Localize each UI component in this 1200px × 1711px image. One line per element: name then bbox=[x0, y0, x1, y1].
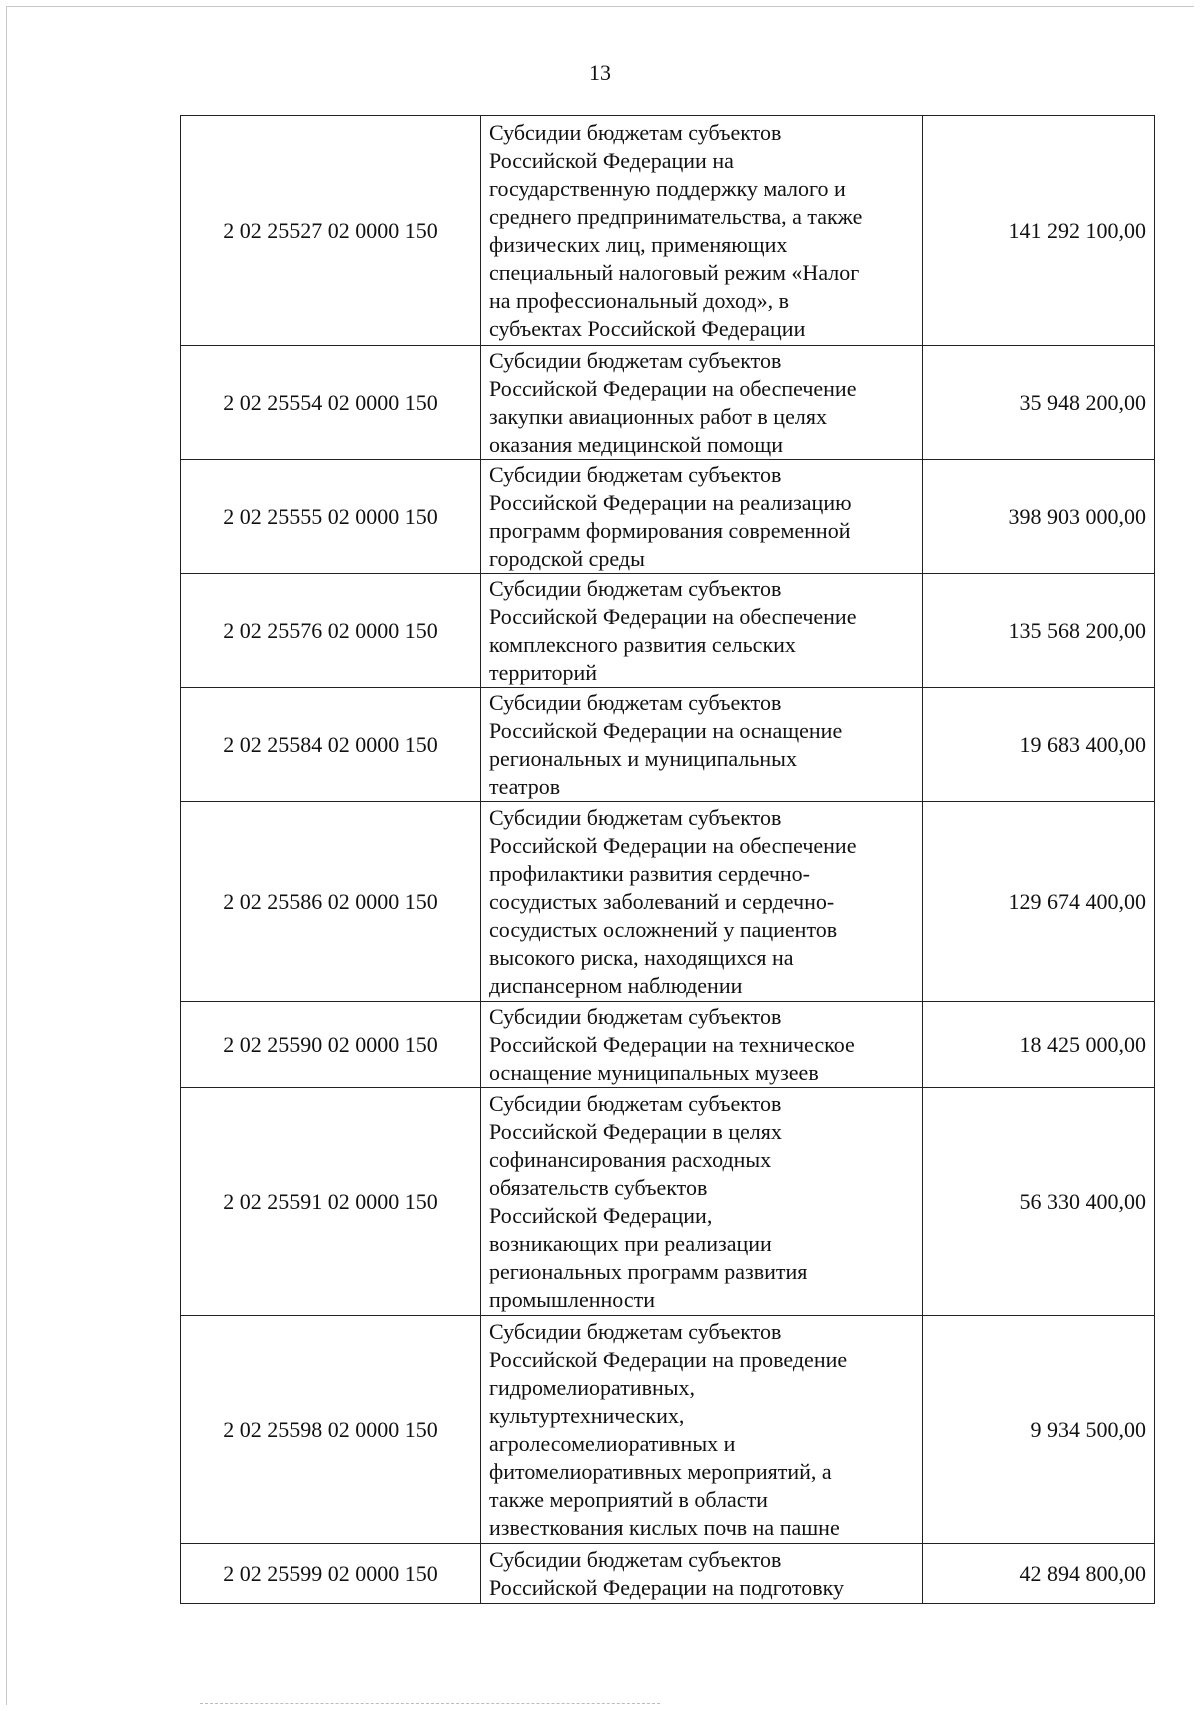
scan-artifact-line bbox=[200, 1703, 660, 1706]
description-cell: Субсидии бюджетам субъектов Российской Федерации в целях софинансирования расходных обязательств субъектов Российской Федерации, возникающих при реализации региональных программ развития промышленности bbox=[481, 1088, 923, 1316]
code-cell: 2 02 25584 02 0000 150 bbox=[181, 688, 481, 802]
description-cell: Субсидии бюджетам субъектов Российской Федерации на обеспечение профилактики развития сердечно- сосудистых заболеваний и сердечно- сосудистых осложнений у пациентов высокого риска, находящихся на диспансерном наблюдении bbox=[481, 802, 923, 1002]
amount-cell: 18 425 000,00 bbox=[923, 1002, 1155, 1088]
table-row bbox=[181, 1544, 1155, 1604]
description-cell: Субсидии бюджетам субъектов Российской Федерации на подготовку bbox=[481, 1544, 923, 1604]
code-cell: 2 02 25599 02 0000 150 bbox=[181, 1544, 481, 1604]
table-row bbox=[181, 1002, 1155, 1088]
code-cell: 2 02 25555 02 0000 150 bbox=[181, 460, 481, 574]
table-row bbox=[181, 802, 1155, 1002]
amount-cell: 141 292 100,00 bbox=[923, 116, 1155, 346]
amount-cell: 19 683 400,00 bbox=[923, 688, 1155, 802]
amount-cell: 129 674 400,00 bbox=[923, 802, 1155, 1002]
description-cell: Субсидии бюджетам субъектов Российской Федерации на оснащение региональных и муниципальных театров bbox=[481, 688, 923, 802]
description-cell: Субсидии бюджетам субъектов Российской Федерации на реализацию программ формирования современной городской среды bbox=[481, 460, 923, 574]
amount-cell: 398 903 000,00 bbox=[923, 460, 1155, 574]
table-row bbox=[181, 574, 1155, 688]
description-cell: Субсидии бюджетам субъектов Российской Федерации на государственную поддержку малого и среднего предпринимательства, а также физических лиц, применяющих специальный налоговый режим «Налог на профессиональный доход», в субъектах Российской Федерации bbox=[481, 116, 923, 346]
code-cell: 2 02 25598 02 0000 150 bbox=[181, 1316, 481, 1544]
table-row bbox=[181, 116, 1155, 346]
table-row bbox=[181, 1088, 1155, 1316]
page-number: 13 bbox=[589, 60, 611, 85]
code-cell: 2 02 25591 02 0000 150 bbox=[181, 1088, 481, 1316]
amount-cell: 9 934 500,00 bbox=[923, 1316, 1155, 1544]
code-cell: 2 02 25586 02 0000 150 bbox=[181, 802, 481, 1002]
description-cell: Субсидии бюджетам субъектов Российской Федерации на проведение гидромелиоративных, культуртехнических, агролесомелиоративных и фитомелиоративных мероприятий, а также мероприятий в области известкования кислых почв на пашне bbox=[481, 1316, 923, 1544]
table-row bbox=[181, 688, 1155, 802]
table-row bbox=[181, 1316, 1155, 1544]
description-cell: Субсидии бюджетам субъектов Российской Федерации на обеспечение закупки авиационных работ в целях оказания медицинской помощи bbox=[481, 346, 923, 460]
description-cell: Субсидии бюджетам субъектов Российской Федерации на обеспечение комплексного развития сельских территорий bbox=[481, 574, 923, 688]
code-cell: 2 02 25527 02 0000 150 bbox=[181, 116, 481, 346]
amount-cell: 35 948 200,00 bbox=[923, 346, 1155, 460]
amount-cell: 135 568 200,00 bbox=[923, 574, 1155, 688]
table-row bbox=[181, 460, 1155, 574]
amount-cell: 42 894 800,00 bbox=[923, 1544, 1155, 1604]
code-cell: 2 02 25554 02 0000 150 bbox=[181, 346, 481, 460]
code-cell: 2 02 25576 02 0000 150 bbox=[181, 574, 481, 688]
amount-cell: 56 330 400,00 bbox=[923, 1088, 1155, 1316]
table-row bbox=[181, 346, 1155, 460]
description-cell: Субсидии бюджетам субъектов Российской Федерации на техническое оснащение муниципальных музеев bbox=[481, 1002, 923, 1088]
code-cell: 2 02 25590 02 0000 150 bbox=[181, 1002, 481, 1088]
budget-table bbox=[180, 115, 1155, 1604]
